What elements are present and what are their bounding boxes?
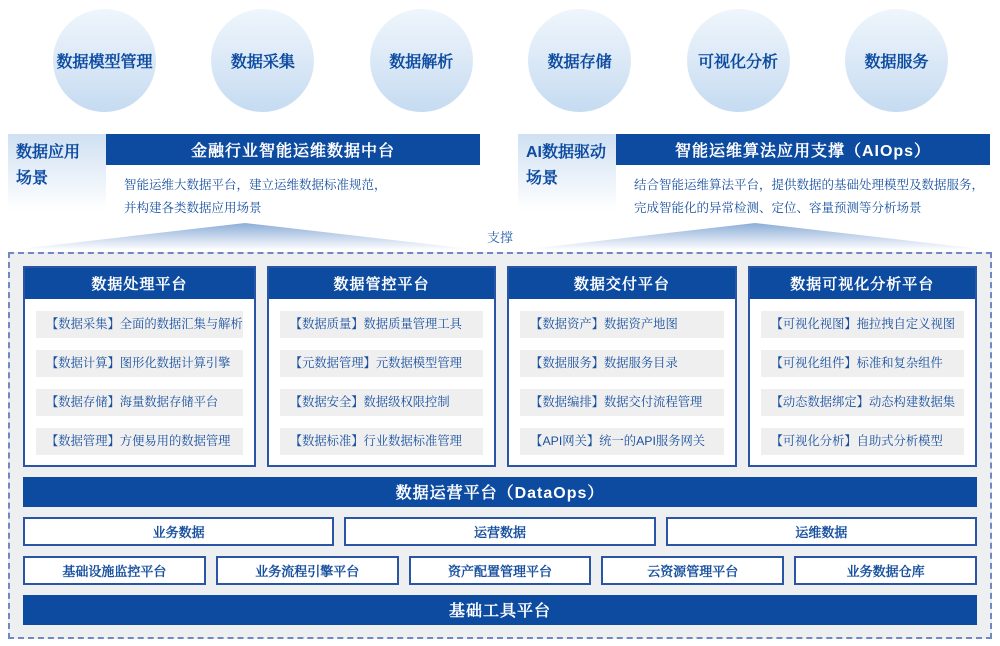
scenario-label xyxy=(8,134,106,219)
column-title: 数据管控平台 xyxy=(269,268,494,299)
scenario-label-line1: 数据应用 xyxy=(16,144,81,161)
column-item: 【动态数据绑定】动态构建数据集 xyxy=(761,389,964,416)
data-source-row xyxy=(23,517,977,546)
scenario-desc-line1: 结合智能运维算法平台，提供数据的基础处理模型及数据服务， xyxy=(634,178,985,192)
box-infrastructure-monitoring-platform: 基础设施监控平台 xyxy=(23,556,206,585)
scenario-description xyxy=(616,165,990,219)
column-item: 【可视化视图】拖拉拽自定义视图 xyxy=(761,311,964,338)
scenario-desc-line1: 智能运维大数据平台，建立运维数据标准规范， xyxy=(124,178,387,192)
column-item: 【数据采集】全面的数据汇集与解析 xyxy=(36,311,243,338)
column-item: 【元数据管理】元数据模型管理 xyxy=(280,350,483,377)
scenario-desc-line2: 并构建各类数据应用场景 xyxy=(124,200,262,215)
dataops-platform-bar: 数据运营平台（DataOps） xyxy=(23,477,977,507)
platform-columns xyxy=(23,266,977,467)
circle-data-parsing xyxy=(370,9,473,112)
platform-container xyxy=(8,252,992,639)
circle-visual-analysis xyxy=(687,9,790,112)
column-item: 【数据管理】方便易用的数据管理 xyxy=(36,428,243,455)
column-item: 【数据编排】数据交付流程管理 xyxy=(520,389,723,416)
box-business-process-engine-platform: 业务流程引擎平台 xyxy=(216,556,399,585)
support-triangle-right-icon xyxy=(520,223,990,250)
base-platform-row xyxy=(23,556,977,585)
column-item: 【数据服务】数据服务目录 xyxy=(520,350,723,377)
column-item: 【可视化组件】标准和复杂组件 xyxy=(761,350,964,377)
column-item: 【数据标准】行业数据标准管理 xyxy=(280,428,483,455)
column-item: 【可视化分析】自助式分析模型 xyxy=(761,428,964,455)
scenario-row xyxy=(0,112,1000,219)
circle-data-service xyxy=(845,9,948,112)
scenario-label xyxy=(518,134,616,219)
box-business-data: 业务数据 xyxy=(23,517,334,546)
scenario-label-line2: 场景 xyxy=(16,170,49,188)
scenario-label-line1: AI数据驱动 xyxy=(526,144,607,161)
scenario-data-application xyxy=(8,134,480,219)
scenario-body xyxy=(616,134,990,219)
column-item: 【数据计算】图形化数据计算引擎 xyxy=(36,350,243,377)
column-title: 数据处理平台 xyxy=(25,268,254,299)
capability-circles xyxy=(0,0,1000,112)
support-connector-row xyxy=(0,222,1000,254)
column-data-delivery-platform xyxy=(507,266,736,467)
column-item: 【数据质量】数据质量管理工具 xyxy=(280,311,483,338)
column-title: 数据交付平台 xyxy=(509,268,734,299)
base-tools-platform-bar: 基础工具平台 xyxy=(23,595,977,625)
circle-data-model-management xyxy=(53,9,156,112)
column-item: 【数据资产】数据资产地图 xyxy=(520,311,723,338)
circle-label: 数据模型管理 xyxy=(56,54,153,71)
scenario-ai-data-driven xyxy=(518,134,990,219)
column-data-processing-platform xyxy=(23,266,256,467)
circle-label: 可视化分析 xyxy=(698,54,779,71)
box-cloud-resource-platform: 云资源管理平台 xyxy=(601,556,784,585)
scenario-label-line2: 场景 xyxy=(526,170,559,188)
circle-data-collection xyxy=(211,9,314,112)
circle-data-storage xyxy=(528,9,631,112)
column-data-governance-platform xyxy=(267,266,496,467)
column-item: 【API网关】统一的API服务网关 xyxy=(520,428,723,455)
support-label: 支撑 xyxy=(486,230,514,245)
box-ops-data: 运维数据 xyxy=(666,517,977,546)
column-item: 【数据安全】数据级权限控制 xyxy=(280,389,483,416)
scenario-desc-line2: 完成智能化的异常检测、定位、容量预测等分析场景 xyxy=(634,200,922,215)
support-triangle-left-icon xyxy=(10,223,480,250)
box-business-data-warehouse: 业务数据仓库 xyxy=(794,556,977,585)
column-title: 数据可视化分析平台 xyxy=(750,268,975,299)
scenario-description xyxy=(106,165,480,219)
box-operation-data: 运营数据 xyxy=(344,517,655,546)
column-data-visualization-platform xyxy=(748,266,977,467)
circle-label: 数据采集 xyxy=(230,54,295,71)
scenario-title: 金融行业智能运维数据中台 xyxy=(106,134,480,165)
circle-label: 数据存储 xyxy=(547,54,612,71)
box-asset-configuration-platform: 资产配置管理平台 xyxy=(409,556,592,585)
scenario-body xyxy=(106,134,480,219)
circle-label: 数据服务 xyxy=(864,54,929,71)
column-item: 【数据存储】海量数据存储平台 xyxy=(36,389,243,416)
scenario-title: 智能运维算法应用支撑（AIOps） xyxy=(616,134,990,165)
circle-label: 数据解析 xyxy=(389,54,454,71)
